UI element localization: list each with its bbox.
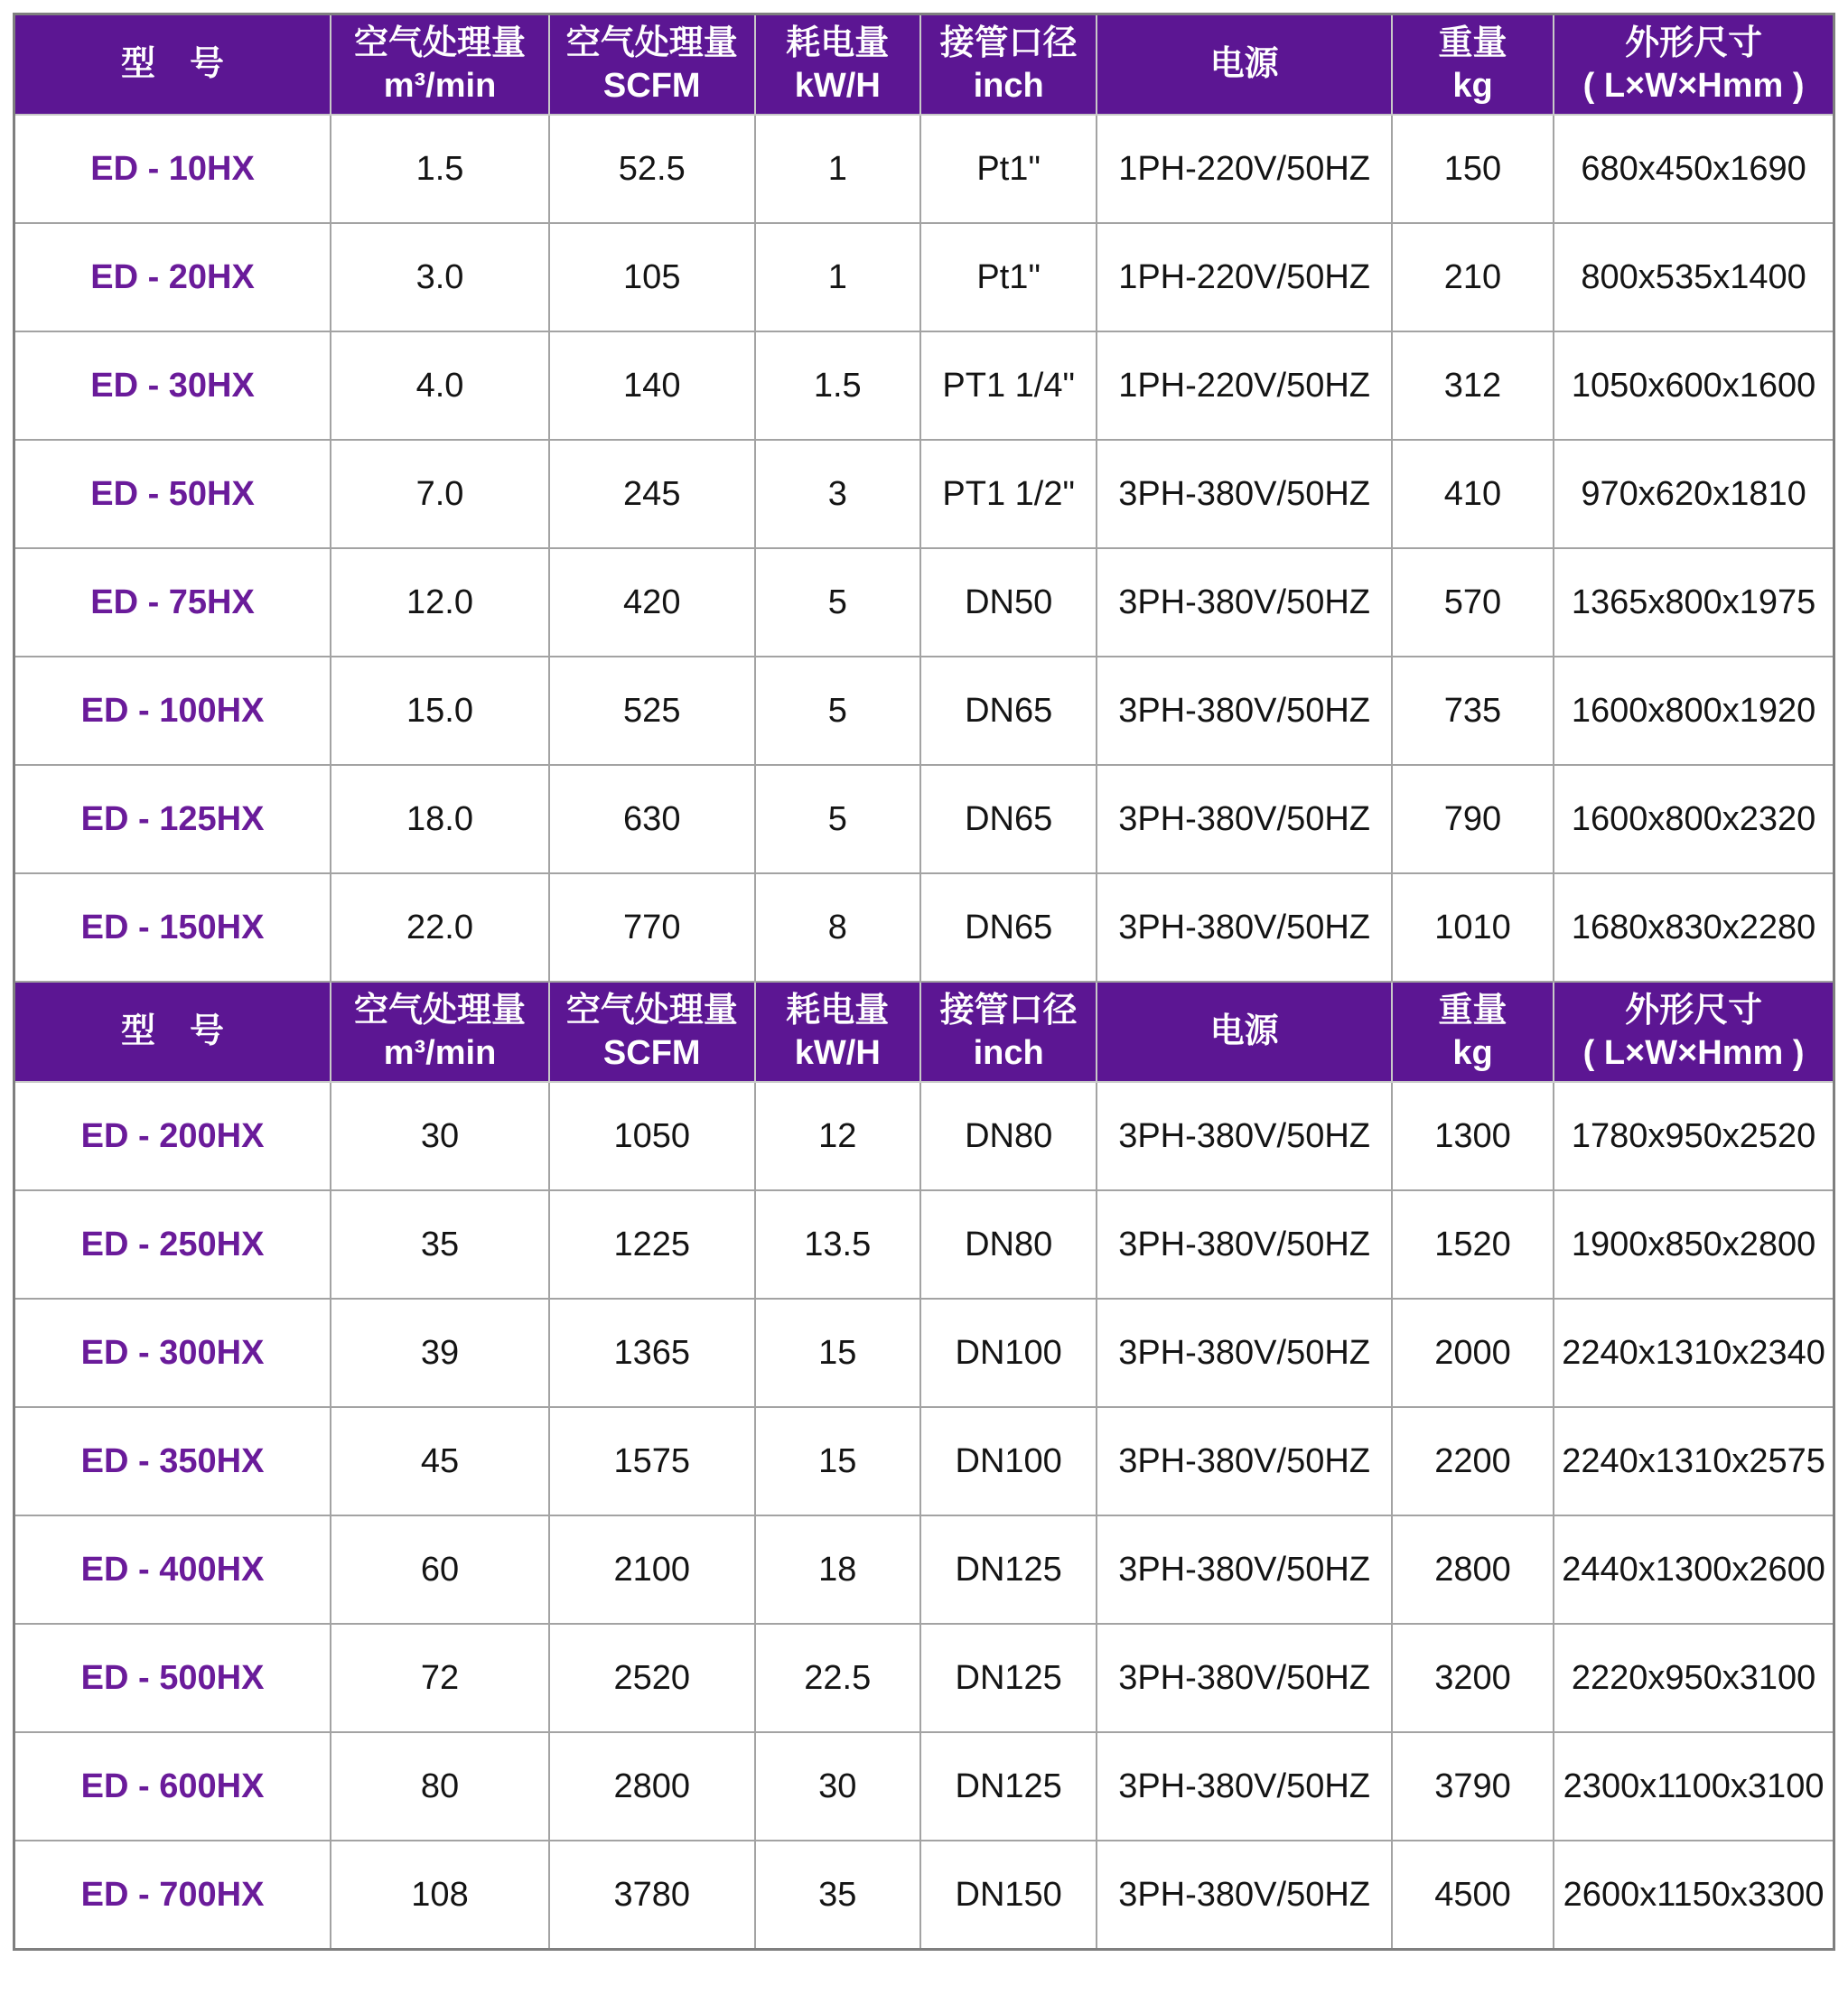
pipe-cell: DN100 — [920, 1299, 1097, 1407]
power-kwh-cell: 5 — [755, 657, 920, 765]
column-header-pipe-inch — [920, 14, 1097, 116]
air-scfm-cell: 1575 — [549, 1407, 755, 1515]
column-header-weight-kg — [1392, 982, 1554, 1082]
power-kwh-cell: 22.5 — [755, 1624, 920, 1732]
table-row — [14, 1841, 1834, 1950]
air-m3min-cell: 108 — [331, 1841, 549, 1950]
column-header-air-scfm — [549, 14, 755, 116]
power-supply-cell: 3PH-380V/50HZ — [1097, 1407, 1391, 1515]
table-row — [14, 1407, 1834, 1515]
air-scfm-cell: 2520 — [549, 1624, 755, 1732]
power-supply-cell: 3PH-380V/50HZ — [1097, 548, 1391, 657]
air-scfm-cell: 1050 — [549, 1082, 755, 1190]
power-supply-cell: 3PH-380V/50HZ — [1097, 440, 1391, 548]
weight-kg-cell: 210 — [1392, 223, 1554, 331]
table-row — [14, 1082, 1834, 1190]
table-row — [14, 1515, 1834, 1624]
dimensions-cell: 2240x1310x2575 — [1554, 1407, 1834, 1515]
spec-table-body — [14, 14, 1834, 1950]
column-header-title: 空气处理量 — [565, 24, 738, 63]
dimensions-cell: 1680x830x2280 — [1554, 873, 1834, 982]
pipe-cell: DN65 — [920, 657, 1097, 765]
dimensions-cell: 2300x1100x3100 — [1554, 1732, 1834, 1841]
power-supply-cell: 1PH-220V/50HZ — [1097, 223, 1391, 331]
table-row — [14, 1624, 1834, 1732]
pipe-cell: DN150 — [920, 1841, 1097, 1950]
column-header-power-supply — [1097, 982, 1391, 1082]
column-header-subtitle: ( L×W×Hmm ) — [1582, 1033, 1805, 1072]
model-cell: ED - 600HX — [14, 1732, 331, 1841]
dimensions-cell: 1365x800x1975 — [1554, 548, 1834, 657]
table-row — [14, 223, 1834, 331]
power-kwh-cell: 15 — [755, 1299, 920, 1407]
column-header-title: 空气处理量 — [565, 992, 738, 1030]
weight-kg-cell: 2800 — [1392, 1515, 1554, 1624]
model-cell: ED - 125HX — [14, 765, 331, 873]
pipe-cell: Pt1" — [920, 115, 1097, 223]
power-kwh-cell: 5 — [755, 548, 920, 657]
column-header-title: 耗电量 — [786, 24, 890, 63]
model-cell: ED - 200HX — [14, 1082, 331, 1190]
column-header-subtitle: SCFM — [602, 66, 701, 105]
column-header-title: 型 号 — [121, 45, 225, 84]
air-m3min-cell: 18.0 — [331, 765, 549, 873]
column-header-subtitle: inch — [973, 1033, 1044, 1072]
table-row — [14, 1732, 1834, 1841]
air-scfm-cell: 2800 — [549, 1732, 755, 1841]
dimensions-cell: 1600x800x2320 — [1554, 765, 1834, 873]
dimensions-cell: 1050x600x1600 — [1554, 331, 1834, 440]
model-cell: ED - 75HX — [14, 548, 331, 657]
air-m3min-cell: 60 — [331, 1515, 549, 1624]
air-scfm-cell: 245 — [549, 440, 755, 548]
column-header-air-scfm — [549, 982, 755, 1082]
dimensions-cell: 800x535x1400 — [1554, 223, 1834, 331]
power-supply-cell: 3PH-380V/50HZ — [1097, 1515, 1391, 1624]
pipe-cell: DN65 — [920, 873, 1097, 982]
weight-kg-cell: 312 — [1392, 331, 1554, 440]
power-kwh-cell: 18 — [755, 1515, 920, 1624]
air-m3min-cell: 7.0 — [331, 440, 549, 548]
column-header-subtitle: m³/min — [383, 1033, 497, 1072]
power-supply-cell: 3PH-380V/50HZ — [1097, 1732, 1391, 1841]
air-m3min-cell: 45 — [331, 1407, 549, 1515]
dimensions-cell: 2220x950x3100 — [1554, 1624, 1834, 1732]
weight-kg-cell: 1010 — [1392, 873, 1554, 982]
column-header-title: 电源 — [1209, 45, 1279, 84]
column-header-subtitle: kW/H — [794, 66, 881, 105]
model-cell: ED - 30HX — [14, 331, 331, 440]
column-header-power-supply — [1097, 14, 1391, 116]
power-kwh-cell: 3 — [755, 440, 920, 548]
column-header-air-m3min — [331, 14, 549, 116]
air-m3min-cell: 22.0 — [331, 873, 549, 982]
column-header-title: 型 号 — [121, 1012, 225, 1051]
power-supply-cell: 3PH-380V/50HZ — [1097, 1190, 1391, 1299]
model-cell: ED - 350HX — [14, 1407, 331, 1515]
air-scfm-cell: 770 — [549, 873, 755, 982]
column-header-title: 空气处理量 — [354, 992, 527, 1030]
column-header-power-kwh — [755, 982, 920, 1082]
table-row — [14, 873, 1834, 982]
column-header-model — [14, 14, 331, 116]
table-row — [14, 115, 1834, 223]
table-row — [14, 331, 1834, 440]
column-header-dimensions — [1554, 14, 1834, 116]
power-supply-cell: 3PH-380V/50HZ — [1097, 1082, 1391, 1190]
air-m3min-cell: 12.0 — [331, 548, 549, 657]
power-kwh-cell: 1.5 — [755, 331, 920, 440]
air-m3min-cell: 72 — [331, 1624, 549, 1732]
column-header-subtitle: kg — [1452, 66, 1493, 105]
model-cell: ED - 300HX — [14, 1299, 331, 1407]
pipe-cell: DN50 — [920, 548, 1097, 657]
dimensions-cell: 1600x800x1920 — [1554, 657, 1834, 765]
power-supply-cell: 1PH-220V/50HZ — [1097, 115, 1391, 223]
column-header-pipe-inch — [920, 982, 1097, 1082]
air-m3min-cell: 3.0 — [331, 223, 549, 331]
model-cell: ED - 50HX — [14, 440, 331, 548]
dimensions-cell: 680x450x1690 — [1554, 115, 1834, 223]
column-header-title: 重量 — [1438, 24, 1507, 63]
power-kwh-cell: 12 — [755, 1082, 920, 1190]
pipe-cell: DN80 — [920, 1190, 1097, 1299]
dimensions-cell: 2440x1300x2600 — [1554, 1515, 1834, 1624]
air-scfm-cell: 140 — [549, 331, 755, 440]
air-scfm-cell: 105 — [549, 223, 755, 331]
dimensions-cell: 1900x850x2800 — [1554, 1190, 1834, 1299]
air-m3min-cell: 80 — [331, 1732, 549, 1841]
column-header-weight-kg — [1392, 14, 1554, 116]
power-kwh-cell: 30 — [755, 1732, 920, 1841]
power-kwh-cell: 1 — [755, 223, 920, 331]
air-scfm-cell: 52.5 — [549, 115, 755, 223]
table-row — [14, 548, 1834, 657]
pipe-cell: PT1 1/4" — [920, 331, 1097, 440]
weight-kg-cell: 1300 — [1392, 1082, 1554, 1190]
model-cell: ED - 20HX — [14, 223, 331, 331]
weight-kg-cell: 2200 — [1392, 1407, 1554, 1515]
pipe-cell: DN65 — [920, 765, 1097, 873]
pipe-cell: DN125 — [920, 1732, 1097, 1841]
pipe-cell: DN100 — [920, 1407, 1097, 1515]
power-supply-cell: 3PH-380V/50HZ — [1097, 1624, 1391, 1732]
table-row — [14, 1190, 1834, 1299]
air-scfm-cell: 420 — [549, 548, 755, 657]
column-header-title: 电源 — [1209, 1012, 1279, 1051]
model-cell: ED - 400HX — [14, 1515, 331, 1624]
weight-kg-cell: 2000 — [1392, 1299, 1554, 1407]
column-header-power-kwh — [755, 14, 920, 116]
model-cell: ED - 150HX — [14, 873, 331, 982]
weight-kg-cell: 410 — [1392, 440, 1554, 548]
air-m3min-cell: 39 — [331, 1299, 549, 1407]
power-kwh-cell: 15 — [755, 1407, 920, 1515]
weight-kg-cell: 790 — [1392, 765, 1554, 873]
table-row — [14, 1299, 1834, 1407]
column-header-air-m3min — [331, 982, 549, 1082]
dimensions-cell: 1780x950x2520 — [1554, 1082, 1834, 1190]
power-kwh-cell: 5 — [755, 765, 920, 873]
power-kwh-cell: 35 — [755, 1841, 920, 1950]
air-m3min-cell: 1.5 — [331, 115, 549, 223]
pipe-cell: DN80 — [920, 1082, 1097, 1190]
column-header-subtitle: kW/H — [794, 1033, 881, 1072]
weight-kg-cell: 570 — [1392, 548, 1554, 657]
table-row — [14, 657, 1834, 765]
column-header-title: 耗电量 — [786, 992, 890, 1030]
power-kwh-cell: 8 — [755, 873, 920, 982]
air-m3min-cell: 35 — [331, 1190, 549, 1299]
weight-kg-cell: 1520 — [1392, 1190, 1554, 1299]
column-header-subtitle: kg — [1452, 1033, 1493, 1072]
weight-kg-cell: 3790 — [1392, 1732, 1554, 1841]
power-kwh-cell: 1 — [755, 115, 920, 223]
air-m3min-cell: 4.0 — [331, 331, 549, 440]
air-m3min-cell: 15.0 — [331, 657, 549, 765]
model-cell: ED - 250HX — [14, 1190, 331, 1299]
column-header-title: 接管口径 — [939, 24, 1078, 63]
column-header-title: 外形尺寸 — [1625, 24, 1763, 63]
air-m3min-cell: 30 — [331, 1082, 549, 1190]
header-row — [14, 14, 1834, 116]
model-cell: ED - 100HX — [14, 657, 331, 765]
power-supply-cell: 1PH-220V/50HZ — [1097, 331, 1391, 440]
model-cell: ED - 700HX — [14, 1841, 331, 1950]
air-scfm-cell: 2100 — [549, 1515, 755, 1624]
pipe-cell: PT1 1/2" — [920, 440, 1097, 548]
table-row — [14, 440, 1834, 548]
weight-kg-cell: 4500 — [1392, 1841, 1554, 1950]
column-header-title: 空气处理量 — [354, 24, 527, 63]
column-header-title: 外形尺寸 — [1625, 992, 1763, 1030]
weight-kg-cell: 3200 — [1392, 1624, 1554, 1732]
model-cell: ED - 500HX — [14, 1624, 331, 1732]
air-scfm-cell: 3780 — [549, 1841, 755, 1950]
dimensions-cell: 970x620x1810 — [1554, 440, 1834, 548]
column-header-dimensions — [1554, 982, 1834, 1082]
weight-kg-cell: 735 — [1392, 657, 1554, 765]
power-supply-cell: 3PH-380V/50HZ — [1097, 657, 1391, 765]
power-supply-cell: 3PH-380V/50HZ — [1097, 765, 1391, 873]
air-scfm-cell: 630 — [549, 765, 755, 873]
column-header-subtitle: SCFM — [602, 1033, 701, 1072]
column-header-subtitle: m³/min — [383, 66, 497, 105]
power-supply-cell: 3PH-380V/50HZ — [1097, 1299, 1391, 1407]
weight-kg-cell: 150 — [1392, 115, 1554, 223]
pipe-cell: DN125 — [920, 1624, 1097, 1732]
pipe-cell: Pt1" — [920, 223, 1097, 331]
column-header-model — [14, 982, 331, 1082]
column-header-subtitle: inch — [973, 66, 1044, 105]
pipe-cell: DN125 — [920, 1515, 1097, 1624]
power-kwh-cell: 13.5 — [755, 1190, 920, 1299]
dimensions-cell: 2600x1150x3300 — [1554, 1841, 1834, 1950]
power-supply-cell: 3PH-380V/50HZ — [1097, 1841, 1391, 1950]
power-supply-cell: 3PH-380V/50HZ — [1097, 873, 1391, 982]
column-header-title: 重量 — [1438, 992, 1507, 1030]
dimensions-cell: 2240x1310x2340 — [1554, 1299, 1834, 1407]
column-header-title: 接管口径 — [939, 992, 1078, 1030]
air-scfm-cell: 1225 — [549, 1190, 755, 1299]
air-scfm-cell: 1365 — [549, 1299, 755, 1407]
table-row — [14, 765, 1834, 873]
model-cell: ED - 10HX — [14, 115, 331, 223]
header-row — [14, 982, 1834, 1082]
air-scfm-cell: 525 — [549, 657, 755, 765]
spec-table — [13, 13, 1835, 1951]
column-header-subtitle: ( L×W×Hmm ) — [1582, 66, 1805, 105]
